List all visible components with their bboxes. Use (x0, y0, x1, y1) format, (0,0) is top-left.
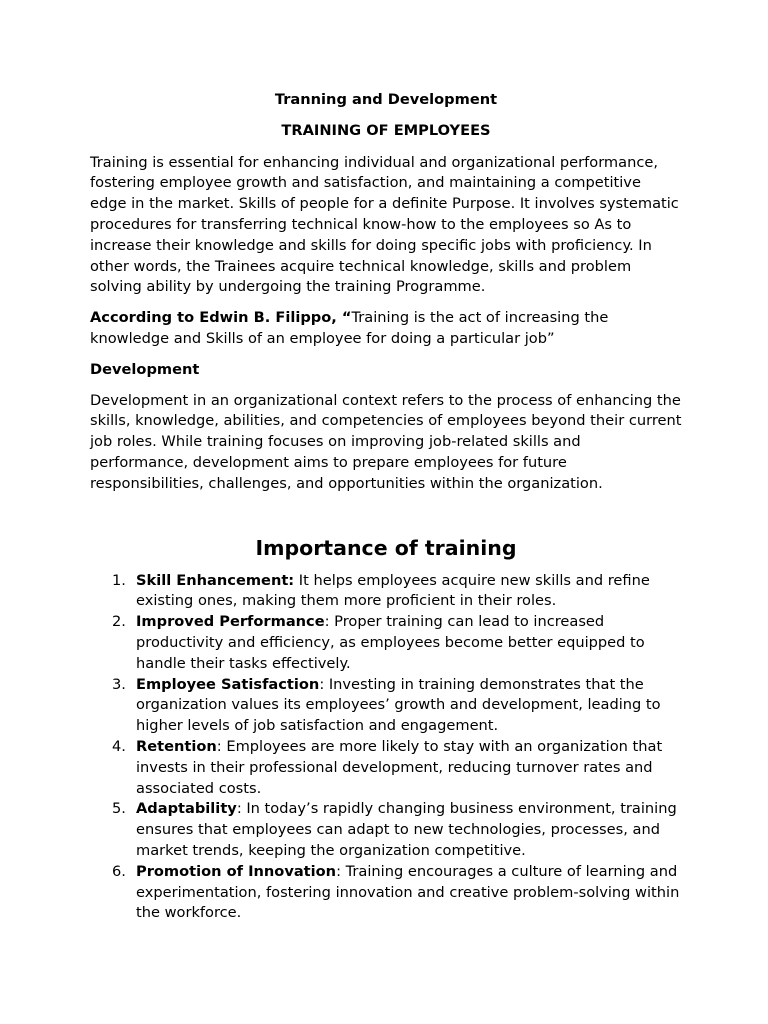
quote-label: According to Edwin B. Filippo, “ (90, 309, 352, 327)
list-item-number: 1. (112, 571, 126, 589)
list-item-text: It helps employees acquire new skills and refine existing ones, making them more proficient in their roles. (136, 571, 650, 610)
list-item-term: Employee Satisfaction (136, 675, 320, 693)
quote-text: Training is the act of increasing the knowledge and Skills of an employee for doing a particular job” (90, 309, 609, 347)
list-item-text: : Training encourages a culture of learning and experimentation, fostering innovation and creative problem-solving within the workforce. (136, 862, 680, 922)
list-item (90, 737, 682, 799)
list-item (90, 799, 682, 861)
development-heading: Development (90, 360, 200, 378)
list-item (90, 675, 682, 737)
list-item-number: 2. (112, 613, 126, 631)
list-item-text: : Investing in training demonstrates that the organization values its employees’ growth and development, leading to higher levels of job satisfaction and engagement. (136, 675, 661, 735)
list-item (90, 862, 682, 924)
list-item-text: : Proper training can lead to increased productivity and efficiency, as employees become better equipped to handle their tasks effectively. (136, 613, 645, 672)
list-item-number: 4. (112, 737, 126, 755)
list-item-number: 5. (112, 800, 126, 818)
list-item-text: : Employees are more likely to stay with an organization that invests in their professional development, reducing turnover rates and associated costs. (136, 737, 663, 797)
list-item (90, 571, 682, 613)
document-title: Tranning and Development (274, 91, 498, 108)
list-item-number: 6. (112, 862, 126, 880)
document-page (90, 90, 682, 924)
intro-paragraph: Training is essential for enhancing individual and organizational performance, fostering employee growth and satisfaction, and maintaining a competitive edge in the market. Skills of people for a definite Purpose. It involves systematic procedures for transferring technical know-how to the employees so As to increase their knowledge and skills for doing specific jobs with proficiency. In other words, the Trainees acquire technical knowledge, skills and problem solving ability by undergoing the training Programme. (90, 153, 679, 296)
list-item-text: : In today’s rapidly changing business environment, training ensures that employees can adapt to new technologies, processes, and market trends, keeping the organization competitive. (136, 800, 677, 859)
list-item-term: Improved Performance (136, 613, 325, 631)
document-subtitle: TRAINING OF EMPLOYEES (281, 121, 491, 139)
list-item-term: Adaptability (136, 800, 237, 818)
list-item-term: Retention (136, 737, 217, 755)
list-item-term: Promotion of Innovation (136, 862, 337, 880)
list-item (90, 612, 682, 674)
list-item-term: Skill Enhancement: (136, 571, 295, 589)
importance-list (90, 571, 682, 925)
quote-paragraph (90, 308, 682, 350)
importance-heading: Importance of training (255, 535, 517, 560)
development-paragraph: Development in an organizational context refers to the process of enhancing the skills, knowledge, abilities, and competencies of employees beyond their current job roles. While training focuses on improving job-related skills and performance, development aims to prepare employees for future responsibilities, challenges, and opportunities within the organization. (90, 391, 682, 492)
list-item-number: 3. (112, 675, 126, 693)
